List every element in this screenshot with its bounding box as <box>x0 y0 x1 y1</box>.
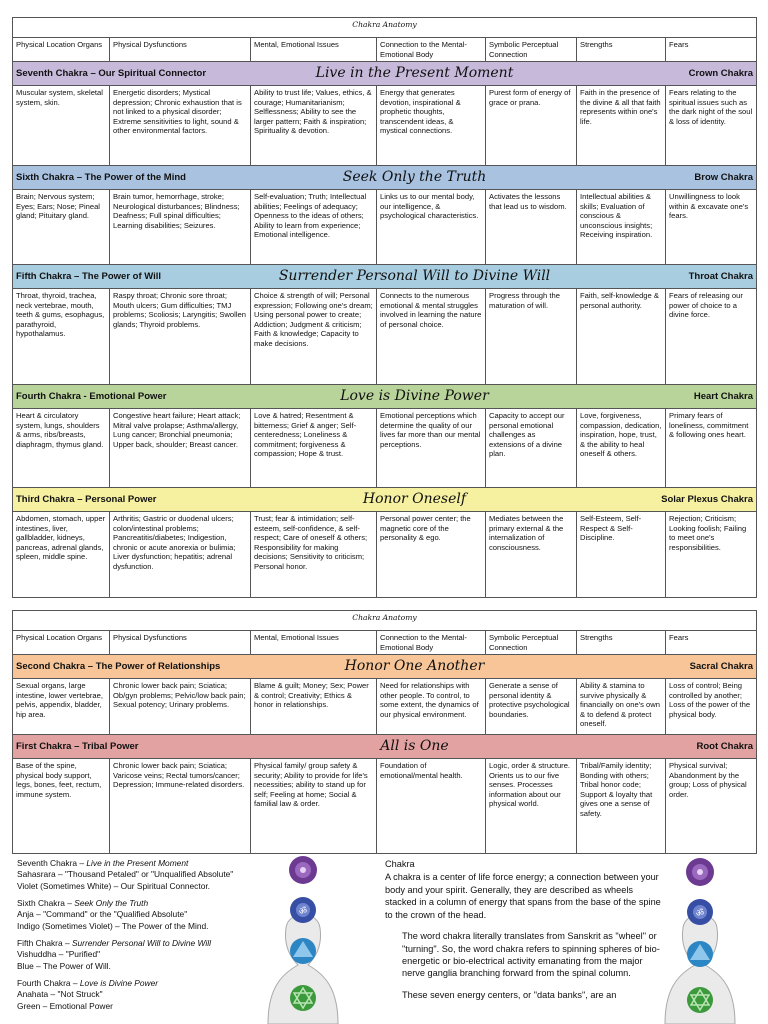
svg-text:ॐ: ॐ <box>298 907 308 917</box>
legend-motto: Love is Divine Power <box>79 978 159 989</box>
chakra-band <box>13 735 757 759</box>
table-title: Chakra Anatomy <box>13 611 757 631</box>
chakra-common-name: Sacral Chakra <box>689 660 753 672</box>
heart-chakra-icon <box>290 985 316 1011</box>
chakra-detail-row <box>13 512 757 598</box>
chakra-cell: Heart & circulatory system, lungs, shoulders & arms, ribs/breasts, diaphragm, thymus gland. <box>13 409 110 488</box>
chakra-cell: Faith in the presence of the divine & all that faith represents within one's life. <box>577 86 666 166</box>
chakra-motto: Live in the Present Moment <box>315 64 514 81</box>
chakra-cell: Abdomen, stomach, upper intestines, liver, gallbladder, kidneys, pancreas, adrenal glands, spleen, middle spine. <box>13 512 110 598</box>
chakra-cell: Capacity to accept our personal emotional challenges as extensions of a divine plan. <box>486 409 577 488</box>
legend-motto: Seek Only the Truth <box>74 898 149 909</box>
column-header: Connection to the Mental-Emotional Body <box>377 38 486 62</box>
chakra-cell: Energy that generates devotion, inspirational & prophetic thoughts, transcendent ideas, & mystical connections. <box>377 86 486 166</box>
legend-color: Green – Emotional Power <box>17 1000 113 1011</box>
crown-chakra-icon-right <box>686 858 714 886</box>
chakra-band <box>13 488 757 512</box>
chakra-band <box>13 166 757 190</box>
chakra-cell: Physical survival; Abandonment by the group; Loss of physical order. <box>666 759 757 854</box>
chakra-band <box>13 385 757 409</box>
legend-sanskrit: Anja – "Command" or the "Qualified Absolute" <box>17 909 188 920</box>
brow-chakra-icon-right <box>687 899 713 925</box>
description-paragraph-3: These seven energy centers, or "data banks", are an <box>402 989 617 1000</box>
column-header-row <box>13 38 757 62</box>
column-header: Physical Location Organs <box>13 631 110 655</box>
chakra-name: Sixth Chakra – The Power of the Mind <box>16 171 186 183</box>
chakra-cell: Primary fears of loneliness, commitment & following ones heart. <box>666 409 757 488</box>
legend-chakra: Fourth Chakra – <box>17 978 80 989</box>
chakra-table-page1 <box>12 17 757 598</box>
chakra-cell: Sexual organs, large intestine, lower vertebrae, pelvis, appendix, bladder, hip area. <box>13 679 110 735</box>
chakra-cell: Muscular system, skeletal system, skin. <box>13 86 110 166</box>
column-header: Mental, Emotional Issues <box>251 631 377 655</box>
column-header: Strengths <box>577 631 666 655</box>
heart-chakra-icon-right <box>687 987 713 1013</box>
column-header: Physical Dysfunctions <box>110 631 251 655</box>
chakra-common-name: Throat Chakra <box>688 270 753 282</box>
chakra-cell: Chronic lower back pain; Sciatica; Ob/gyn problems; Pelvic/low back pain; Sexual potency; Urinary problems. <box>110 679 251 735</box>
chakra-cell: Throat, thyroid, trachea, neck vertebrae, mouth, teeth & gums, esophagus, parathyroid, hypothalamus. <box>13 289 110 385</box>
chakra-name: Fifth Chakra – The Power of Will <box>16 270 162 282</box>
chakra-cell: Love, forgiveness, compassion, dedication, inspiration, hope, trust, & the ability to heal oneself & others. <box>577 409 666 488</box>
chakra-cell: Choice & strength of will; Personal expression; Following one's dream; Using personal power to create; Addiction; Judgment & criticism; Faith & knowledge; Capacity to make decisions. <box>251 289 377 385</box>
chakra-description <box>385 858 665 1001</box>
column-header: Mental, Emotional Issues <box>251 38 377 62</box>
chakra-cell: Ability & stamina to survive physically & financially on one's own & to defend & protect oneself. <box>577 679 666 735</box>
chakra-cell: Emotional perceptions which determine the quality of our lives far more than our mental perceptions. <box>377 409 486 488</box>
chakra-detail-row <box>13 759 757 854</box>
legend-color: Indigo (Sometimes Violet) – The Power of the Mind. <box>17 920 209 931</box>
svg-text:ॐ: ॐ <box>695 909 705 919</box>
chakra-motto: Honor One Another <box>344 657 485 674</box>
chakra-cell: Brain tumor, hemorrhage, stroke; Neurological disturbances; Blindness; Deafness; Full spinal difficulties; Learning disabilities; Seizures. <box>110 190 251 265</box>
legend-chakra: Sixth Chakra – <box>17 898 75 909</box>
chakra-common-name: Root Chakra <box>696 740 753 752</box>
chakra-cell: Faith, self-knowledge & personal authority. <box>577 289 666 385</box>
chakra-motto: Surrender Personal Will to Divine Will <box>278 267 551 284</box>
legend-entry <box>17 858 257 892</box>
chakra-cell: Self-evaluation; Truth; Intellectual abilities; Feelings of adequacy; Openness to the ideas of others; Ability to learn from experience; Emotional intelligence. <box>251 190 377 265</box>
column-header-row <box>13 631 757 655</box>
legend-color: Violet (Sometimes White) – Our Spiritual Connector. <box>17 880 211 891</box>
chakra-cell: Physical family/ group safety & security; Ability to provide for life's necessities; ability to stand up for self; Feeling at home; Social & familial law & order. <box>251 759 377 854</box>
legend-motto: Surrender Personal Will to Divine Will <box>71 938 211 949</box>
chakra-cell: Generate a sense of personal identity & protective psychological boundaries. <box>486 679 577 735</box>
chakra-common-name: Solar Plexus Chakra <box>661 493 753 505</box>
title-row <box>13 611 757 631</box>
chakra-cell: Fears relating to the spiritual issues such as the dark night of the soul & loss of identity. <box>666 86 757 166</box>
chakra-name: Second Chakra – The Power of Relationships <box>16 660 221 672</box>
chakra-detail-row <box>13 289 757 385</box>
column-header: Fears <box>666 38 757 62</box>
bottom-info-section <box>0 850 768 1024</box>
column-header: Connection to the Mental-Emotional Body <box>377 631 486 655</box>
chakra-motto: Honor Oneself <box>362 490 467 507</box>
chakra-cell: Loss of control; Being controlled by another; Loss of the power of the physical body. <box>666 679 757 735</box>
chakra-cell: Trust; fear & intimidation; self-esteem, self-confidence, & self-respect; Care of oneself & others; Responsibility for making decisions; Sensitivity to criticism; Personal honor. <box>251 512 377 598</box>
column-header: Fears <box>666 631 757 655</box>
chakra-legend <box>17 858 257 1018</box>
chakra-motto: Seek Only the Truth <box>342 168 487 185</box>
chakra-name: Seventh Chakra – Our Spiritual Connector <box>16 67 207 79</box>
chakra-common-name: Crown Chakra <box>688 67 753 79</box>
chakra-name: Third Chakra – Personal Power <box>16 493 157 505</box>
chakra-common-name: Brow Chakra <box>694 171 753 183</box>
chakra-band <box>13 62 757 86</box>
chakra-cell: Logic, order & structure. Orients us to our five senses. Processes information about our physical world. <box>486 759 577 854</box>
chakra-cell: Brain; Nervous system; Eyes; Ears; Nose; Pineal gland; Pituitary gland. <box>13 190 110 265</box>
chakra-common-name: Heart Chakra <box>693 390 753 402</box>
chakra-figure-left <box>228 850 378 1024</box>
chakra-cell: Intellectual abilities & skills; Evaluation of conscious & unconscious insights; Receiving inspiration. <box>577 190 666 265</box>
table-title: Chakra Anatomy <box>13 18 757 38</box>
chakra-cell: Activates the lessons that lead us to wisdom. <box>486 190 577 265</box>
legend-entry <box>17 938 257 972</box>
column-header: Physical Dysfunctions <box>110 38 251 62</box>
chakra-cell: Fears of releasing our power of choice to a divine force. <box>666 289 757 385</box>
chakra-cell: Personal power center; the magnetic core of the personality & ego. <box>377 512 486 598</box>
column-header: Symbolic Perceptual Connection <box>486 38 577 62</box>
chakra-cell: Love & hatred; Resentment & bitterness; Grief & anger; Self-centeredness; Loneliness & commitment; forgiveness & compassion; Hope & trust. <box>251 409 377 488</box>
crown-chakra-icon <box>289 856 317 884</box>
chakra-cell: Energetic disorders; Mystical depression; Chronic exhaustion that is not linked to a physical disorder; Extreme sensitivities to light, sound & other environmental factors. <box>110 86 251 166</box>
column-header: Strengths <box>577 38 666 62</box>
chakra-cell: Links us to our mental body, our intelligence, & psychological characteristics. <box>377 190 486 265</box>
throat-chakra-icon-right <box>687 941 713 967</box>
chakra-motto: All is One <box>380 737 449 754</box>
chakra-cell: Connects to the numerous emotional & mental struggles involved in learning the nature of personal choice. <box>377 289 486 385</box>
chakra-table-page2 <box>12 610 757 854</box>
chakra-cell: Mediates between the primary external & the internalization of consciousness. <box>486 512 577 598</box>
legend-chakra: Seventh Chakra – <box>17 858 87 868</box>
legend-sanskrit: Vishuddha – "Purified" <box>17 949 101 960</box>
chakra-cell: Chronic lower back pain; Sciatica; Varicose veins; Rectal tumors/cancer; Depression; Immune-related disorders. <box>110 759 251 854</box>
chakra-detail-row <box>13 190 757 265</box>
chakra-cell: Blame & guilt; Money; Sex; Power & control; Creativity; Ethics & honor in relationships. <box>251 679 377 735</box>
description-paragraph-2: The word chakra literally translates from Sanskrit as "wheel" or "turning". So, the word chakra refers to spinning spheres of bio-energetic or bio-electrical activity emanating from the major nerve ganglia branching forward from the spinal column. <box>402 931 660 979</box>
brow-chakra-icon <box>290 897 316 923</box>
column-header: Symbolic Perceptual Connection <box>486 631 577 655</box>
chakra-band <box>13 265 757 289</box>
chakra-figure-right <box>655 850 765 1024</box>
legend-entry <box>17 978 257 1012</box>
chakra-cell: Ability to trust life; Values, ethics, & courage; Humanitarianism; Selflessness; Ability to see the larger pattern; Faith & inspiration; Spirituality & devotion. <box>251 86 377 166</box>
legend-color: Blue – The Power of Will. <box>17 960 111 971</box>
chakra-cell: Rejection; Criticism; Looking foolish; Failing to meet one's responsibilities. <box>666 512 757 598</box>
chakra-name: Fourth Chakra - Emotional Power <box>16 390 167 402</box>
legend-sanskrit: Sahasrara – "Thousand Petaled" or "Unqualified Absolute" <box>17 869 234 880</box>
description-paragraph-1: A chakra is a center of life force energy; a connection between your body and your spirit. Generally, they are described as wheels stacked in a column of energy that spans from the base of the spine to the crown of the head. <box>385 872 661 920</box>
chakra-cell: Tribal/Family identity; Bonding with others; Tribal honor code; Support & loyalty that gives one a sense of safety. <box>577 759 666 854</box>
legend-entry <box>17 898 257 932</box>
chakra-cell: Foundation of emotional/mental health. <box>377 759 486 854</box>
chakra-cell: Raspy throat; Chronic sore throat; Mouth ulcers; Gum difficulties; TMJ problems; Scoliosis; Laryngitis; Swollen glands; Thyroid problems. <box>110 289 251 385</box>
chakra-band <box>13 655 757 679</box>
legend-sanskrit: Anahata – "Not Struck" <box>17 989 103 1000</box>
chakra-detail-row <box>13 679 757 735</box>
legend-motto: Live in the Present Moment <box>86 858 189 868</box>
chakra-cell: Congestive heart failure; Heart attack; Mitral valve prolapse; Asthma/allergy, Lung cancer; Bronchial pneumonia; Upper back, shoulder; Breast cancer. <box>110 409 251 488</box>
throat-chakra-icon <box>290 938 316 964</box>
column-header: Physical Location Organs <box>13 38 110 62</box>
chakra-cell: Self-Esteem, Self-Respect & Self-Discipline. <box>577 512 666 598</box>
chakra-detail-row <box>13 86 757 166</box>
chakra-cell: Purest form of energy of grace or prana. <box>486 86 577 166</box>
chakra-motto: Love is Divine Power <box>340 387 489 404</box>
chakra-name: First Chakra – Tribal Power <box>16 740 139 752</box>
chakra-cell: Need for relationships with other people. To control, to some extent, the dynamics of our physical environment. <box>377 679 486 735</box>
description-heading: Chakra <box>385 859 415 869</box>
chakra-cell: Progress through the maturation of will. <box>486 289 577 385</box>
chakra-cell: Unwillingness to look within & excavate one's fears. <box>666 190 757 265</box>
chakra-detail-row <box>13 409 757 488</box>
chakra-cell: Base of the spine, physical body support, legs, bones, feet, rectum, immune system. <box>13 759 110 854</box>
title-row <box>13 18 757 38</box>
legend-chakra: Fifth Chakra – <box>17 938 72 949</box>
chakra-cell: Arthritis; Gastric or duodenal ulcers; colon/intestinal problems; Pancreatitis/diabetes; Indigestion, chronic or acute anorexia or bulimia; Liver dysfunction; hepatitis; adrenal dysfunction. <box>110 512 251 598</box>
